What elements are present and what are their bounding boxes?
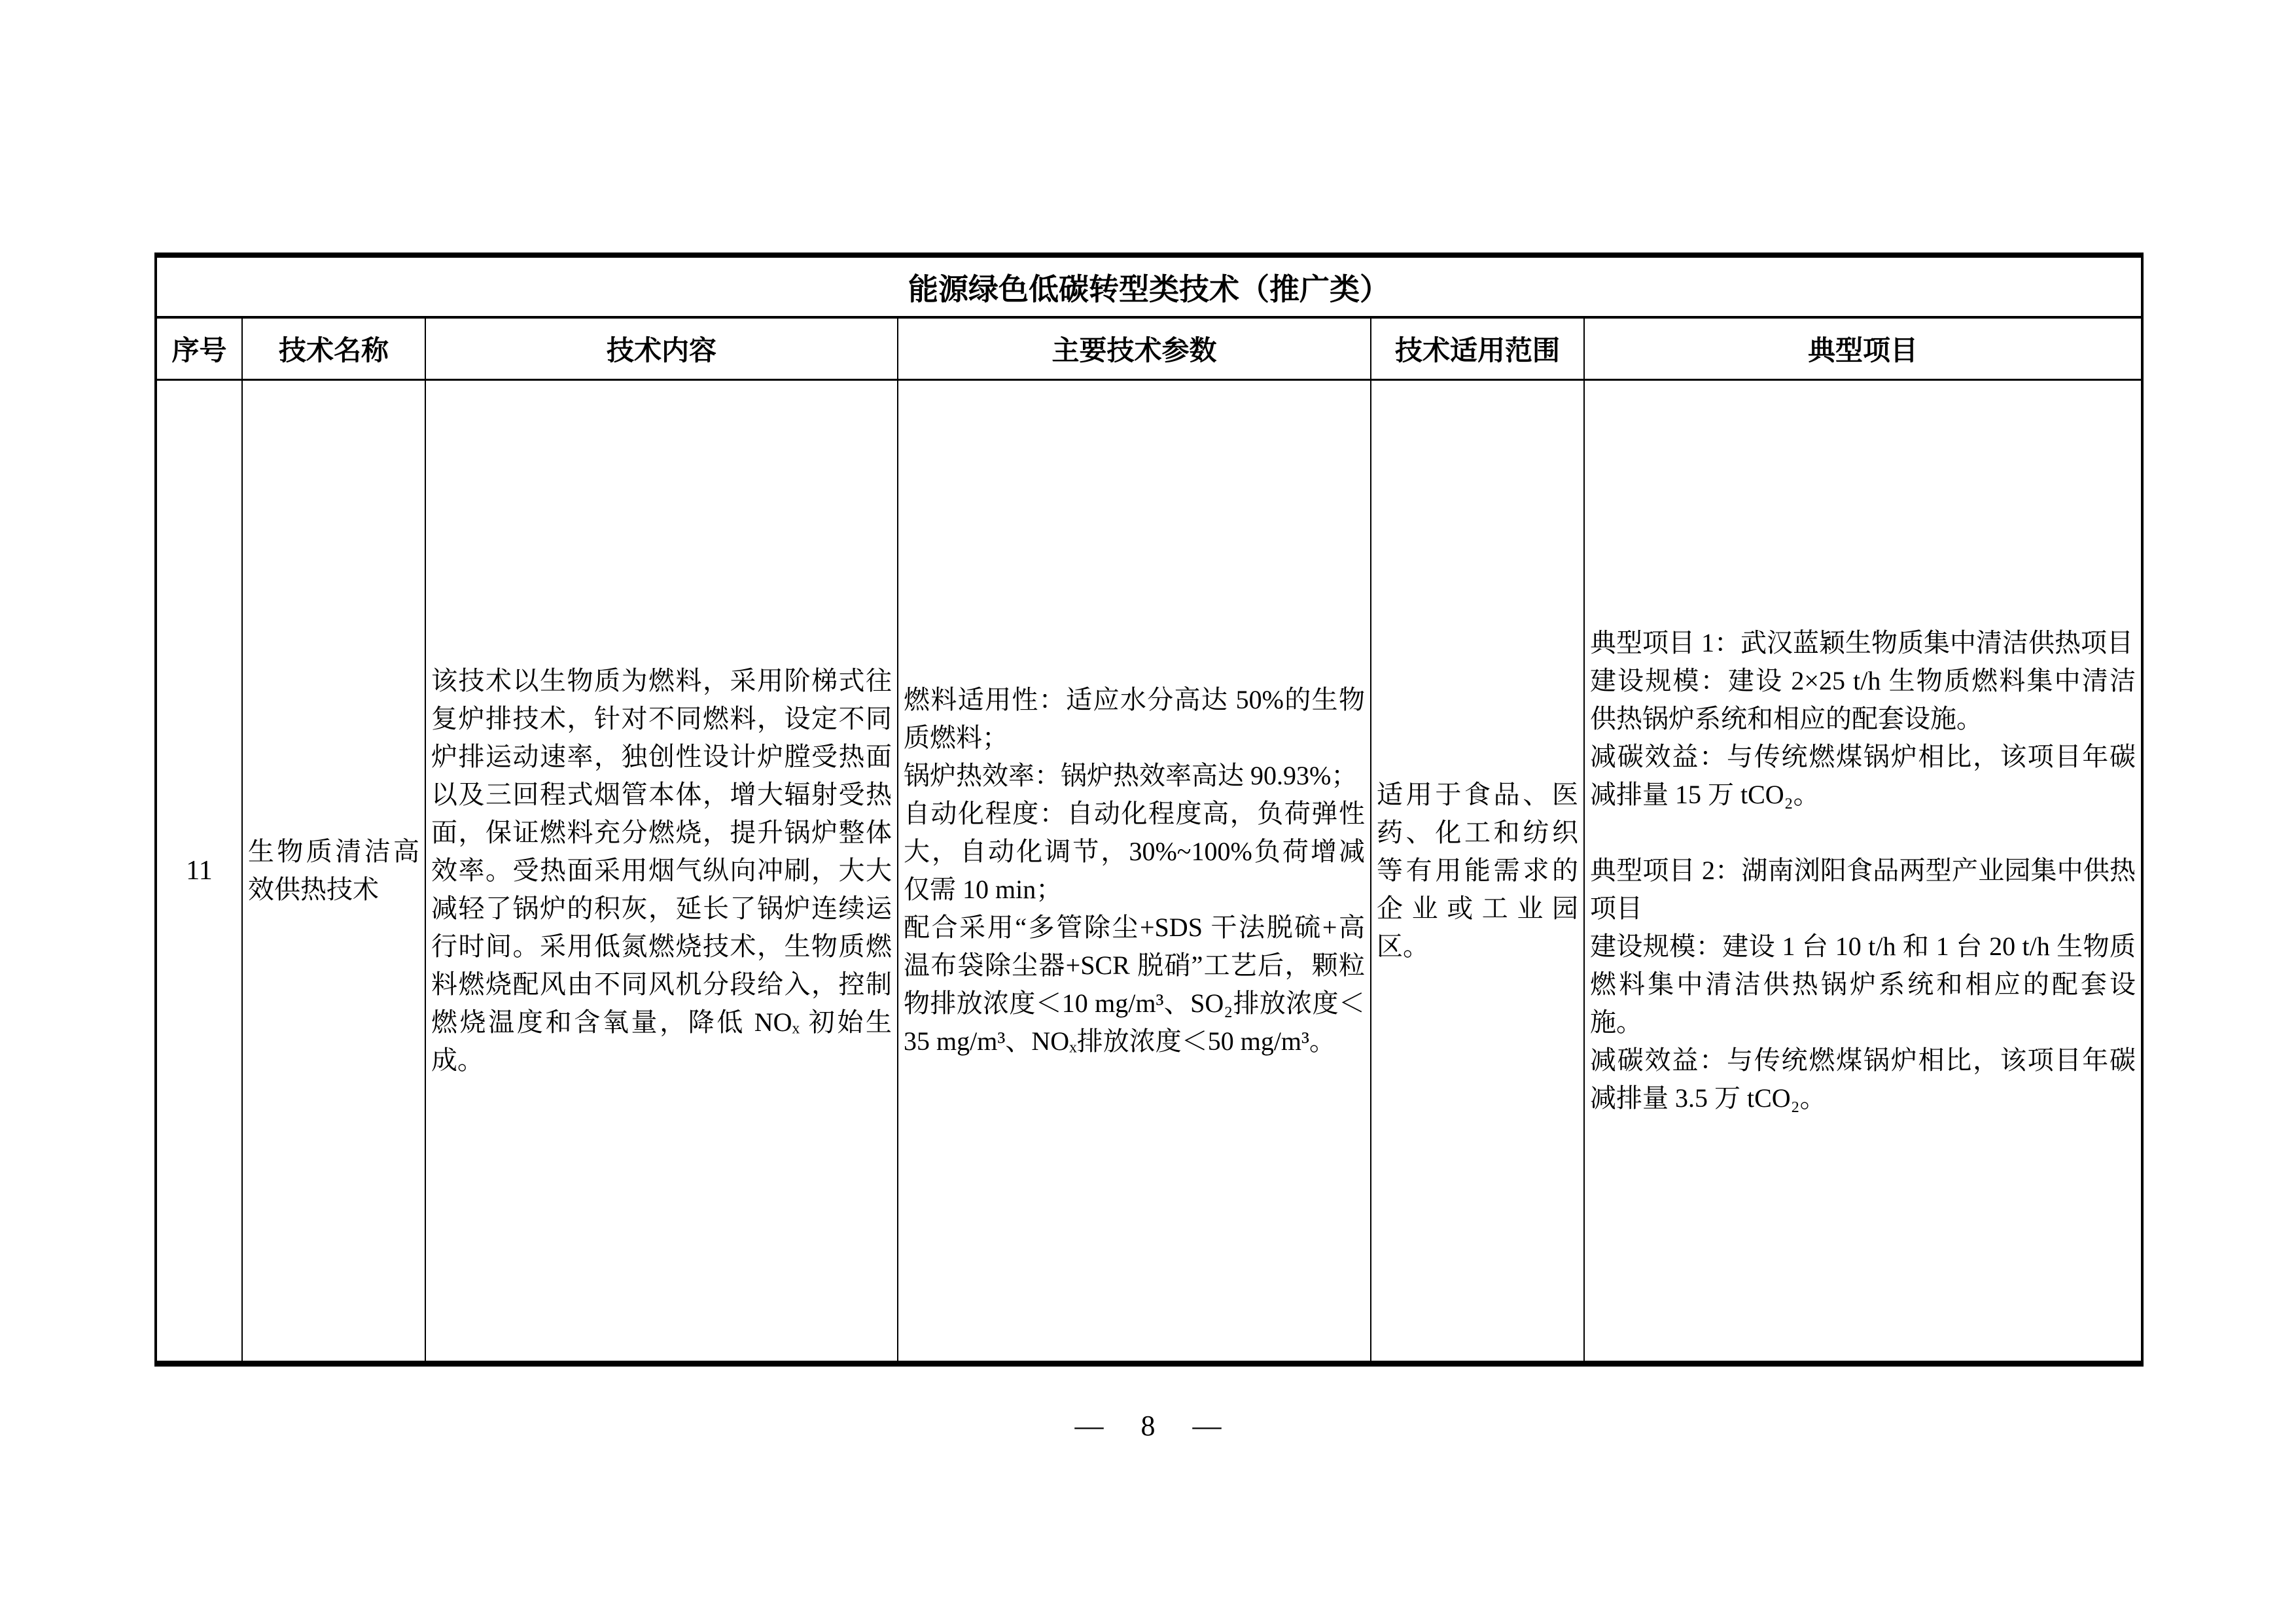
project-1-title: 典型项目 1：武汉蓝颖生物质集中清洁供热项目 xyxy=(1590,628,2133,657)
typical-project-2 xyxy=(1590,852,2136,1117)
cell-application-scope xyxy=(1371,380,1584,1364)
column-header-projects: 典型项目 xyxy=(1584,317,2142,380)
technology-name-text: 生物质清洁高效供热技术 xyxy=(248,837,419,904)
parameter-emission-control: 配合采用“多管除尘+SDS 干法脱硫+高温布袋除尘器+SCR 脱硝”工艺后，颗粒物排放浓度＜10 mg/m³、SO₂排放浓度＜35 mg/m³、NOₓ排放浓度＜50 mg/m³。 xyxy=(904,913,1365,1056)
project-2-benefit: 减碳效益：与传统燃煤锅炉相比，该项目年碳减排量 3.5 万 tCO₂。 xyxy=(1590,1045,2136,1113)
typical-project-1 xyxy=(1590,624,2136,814)
column-header-name: 技术名称 xyxy=(242,317,425,380)
column-header-content: 技术内容 xyxy=(425,317,898,380)
parameter-boiler-efficiency: 锅炉热效率：锅炉热效率高达 90.93%； xyxy=(904,761,1358,790)
column-header-index: 序号 xyxy=(156,317,242,380)
column-header-scope: 技术适用范围 xyxy=(1371,317,1584,380)
project-2-scale: 建设规模：建设 1 台 10 t/h 和 1 台 20 t/h 生物质燃料集中清洁供热锅炉系统和相应的配套设施。 xyxy=(1590,932,2136,1037)
parameter-automation-level: 自动化程度：自动化程度高，负荷弹性大，自动化调节，30%~100%负荷增减仅需 10 min； xyxy=(904,799,1365,904)
page-number: — 8 — xyxy=(1074,1410,1222,1442)
table-title: 能源绿色低碳转型类技术（推广类） xyxy=(156,255,2142,317)
cell-technical-parameters xyxy=(898,380,1371,1364)
table-row xyxy=(156,380,2142,1364)
project-1-benefit: 减碳效益：与传统燃煤锅炉相比，该项目年碳减排量 15 万 tCO₂。 xyxy=(1590,742,2136,809)
project-2-title: 典型项目 2：湖南浏阳食品两型产业园集中供热项目 xyxy=(1590,856,2136,923)
cell-technology-content xyxy=(425,380,898,1364)
parameter-fuel-applicability: 燃料适用性：适应水分高达 50%的生物质燃料； xyxy=(904,685,1365,752)
table-title-row xyxy=(156,255,2142,317)
cell-index xyxy=(156,380,242,1364)
technology-table xyxy=(154,253,2144,1367)
technology-content-text: 该技术以生物质为燃料，采用阶梯式往复炉排技术，针对不同燃料，设定不同炉排运动速率，独创性设计炉膛受热面以及三回程式烟管本体，增大辐射受热面，保证燃料充分燃烧，提升锅炉整体效率。受热面采用烟气纵向冲刷，大大减轻了锅炉的积灰，延长了锅炉连续运行时间。采用低氮燃烧技术，生物质燃料燃烧配风由不同风机分段给入，控制燃烧温度和含氧量，降低 NOₓ 初始生成。 xyxy=(431,666,892,1075)
column-header-parameters: 主要技术参数 xyxy=(898,317,1371,380)
project-1-scale: 建设规模：建设 2×25 t/h 生物质燃料集中清洁供热锅炉系统和相应的配套设施。 xyxy=(1590,666,2136,733)
application-scope-text: 适用于食品、医药、化工和纺织等有用能需求的企业或工业园区。 xyxy=(1377,780,1578,961)
cell-typical-projects xyxy=(1584,380,2142,1364)
table-header-row xyxy=(156,317,2142,380)
cell-technology-name xyxy=(242,380,425,1364)
row-index-value: 11 xyxy=(186,856,213,886)
